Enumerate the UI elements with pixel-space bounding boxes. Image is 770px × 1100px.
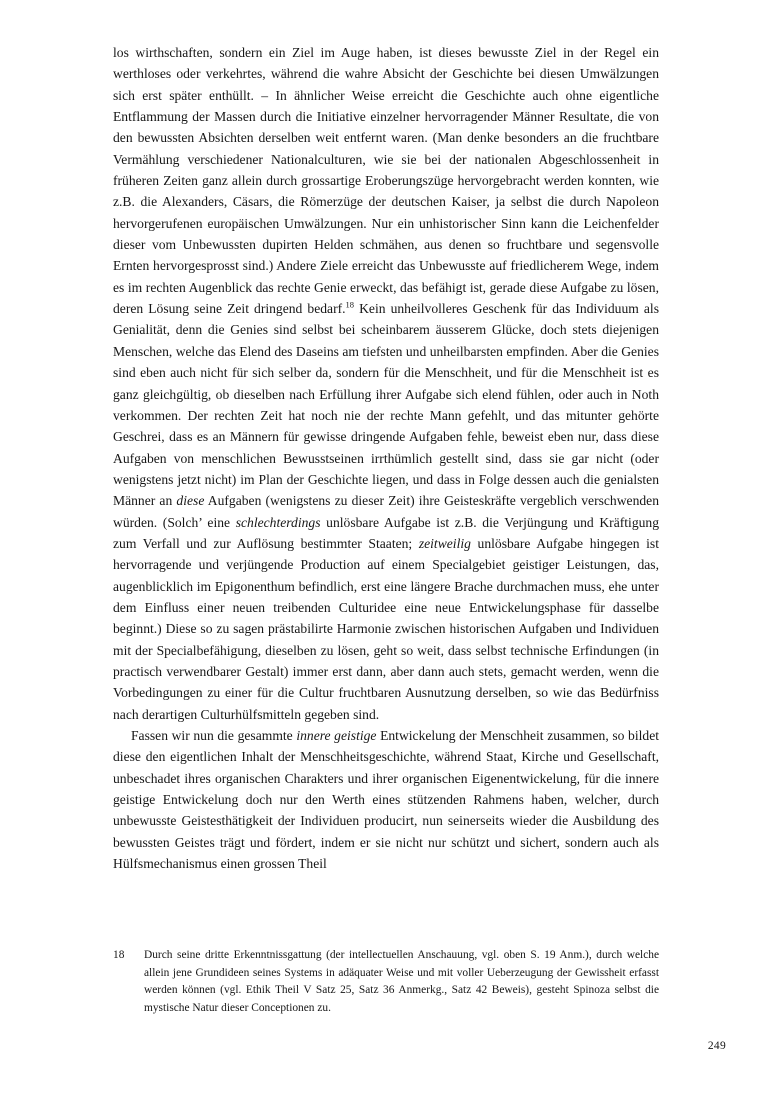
page-number: 249: [707, 1040, 726, 1052]
main-text-block: [113, 42, 659, 874]
text-run: Durch seine dritte Erkenntnissgattung (der intellectuellen Anschauung, vgl. oben S. 19 Anm.), durch welche allein jene Grundideen seines Systems in adäquater Weise und mit voller Ueberzeugung der Gewissheit erfasst werden können (vgl. Ethik Theil V Satz 25, Satz 36 Anmerkg., Satz 42 Beweis), gesteht Spinoza selbst die mystische Natur dieser Conceptionen zu.: [144, 949, 659, 1014]
text-run: Entwickelung der Menschheit zusammen, so bildet diese den eigentlichen Inhalt der Menschheitsgeschichte, während Staat, Kirche und Gesellschaft, unbeschadet ihres organischen Charakters und ihrer organischen Eigenentwickelung, für die innere geistige Entwickelung doch nur den Werth eines stützenden Rahmens haben, welcher, durch unbewusste Geistesthätigkeit der Individuen producirt, nun seinerseits wieder die Ausbildung des bewussten Geistes trägt und fördert, indem er sie nicht nur schützt und sichert, sondern auch als Hülfsmechanismus einen grossen Theil: [113, 728, 660, 872]
emphasized-text: innere geistige: [296, 728, 377, 743]
text-run: unlösbare Aufgabe hingegen ist hervorragende und verjüngende Production auf einem Specialgebiet geistiger Leistungen, das, augenblicklich im Epigonenthum befindlich, erst eine längere Brache durchmachen muss, ehe unter dem Einfluss einer neuen treibenden Culturidee eine neue Entwickelungsphase für dasselbe beginnt.) Diese so zu sagen prästabilirte Harmonie zwischen historischen Aufgaben und Individuen mit der Specialbefähigung, dieselben zu lösen, geht so weit, dass selbst technische Erfindungen (in practisch verwendbarer Gestalt) immer erst dann, aber dann auch stets, gemacht werden, wenn die Vorbedingungen zu einer für die Cultur fruchtbaren Ausnutzung derselben, so wie das Bedürfniss nach derartigen Culturhülfsmitteln gegeben sind.: [113, 535, 659, 722]
text-run: Fassen wir nun die gesammte: [131, 728, 297, 743]
footnote-reference: 18: [345, 299, 355, 310]
body-paragraph-2: [113, 725, 659, 874]
text-run: Kein unheilvolleres Geschenk für das Individuum als Genialität, denn die Genies sind selbst bei scheinbarem äusserem Glücke, doch stets diejenigen Menschen, welche das Elend des Daseins am tiefsten und unheilbarsten empfinden. Aber die Genies sind eben auch nicht für sich selber da, sondern für die Menschheit, und für die Menschheit ist es ganz gleichgültig, ob dieselben nach Erfüllung ihrer Aufgabe sich elend fühlen, oder auch in Noth verkommen. Der rechten Zeit hat noch nie der rechte Mann gefehlt, und das mitunter gehörte Geschrei, dass es an Männern für gewisse dringende Aufgaben fehle, beweist eben nur, dass diese Aufgaben von menschlichen Bewusstseinen irrthümlich gestellt sind, dass sie gar nicht (oder wenigstens jetzt nicht) im Plan der Geschichte liegen, und dass in Folge dessen auch die genialsten Männer an: [113, 301, 659, 509]
body-paragraph-1: [113, 42, 659, 725]
footnote-text: [144, 947, 659, 1017]
text-run: Aufgaben (wenigstens zu dieser Zeit) ihre Geisteskräfte vergeblich verschwenden würden. (Solch’ eine: [113, 493, 659, 530]
text-run: unlösbare Aufgabe ist z.B. die Verjüngung und Kräftigung zum Verfall und zur Auflösung bestimmter Staaten;: [113, 514, 660, 551]
footnote: [113, 947, 659, 1017]
footnote-number: 18: [113, 949, 125, 961]
emphasized-text: zeitweilig: [418, 535, 471, 551]
emphasized-text: diese: [176, 493, 205, 509]
emphasized-text: schlechterdings: [235, 514, 321, 530]
text-run: los wirthschaften, sondern ein Ziel im Auge haben, ist dieses bewusste Ziel in der Regel ein werthloses oder verkehrtes, während die wahre Absicht der Geschichte bei diesen Umwälzungen sich erst später enthüllt. – In ähnlicher Weise erreicht die Geschichte auch ohne eigentliche Entflammung der Massen durch die Initiative einzelner hervorragender Männer Resultate, die von den bewussten Absichten derselben weit entfernt waren. (Man denke besonders an die fruchtbare Vermählung verschiedener Nationalculturen, wie sie bei der nationalen Abgeschlossenheit in früheren Zeiten ganz allein durch grossartige Eroberungszüge hervorgebracht werden konnten, wie z.B. die Alexanders, Cäsars, die Römerzüge der deutschen Kaiser, ja selbst die durch Napoleon hervorgerufenen europäischen Umwälzungen. Nur ein unhistorischer Sinn kann die Leichenfelder dieser vom Unbewussten dupirten Helden schmähen, aus denen so fruchtbare und segensvolle Ernten hervorgesprosst sind.) Andere Ziele erreicht das Unbewusste auf friedlicherem Wege, indem es im rechten Augenblick das rechte Genie erweckt, das befähigt ist, gerade diese Aufgabe zu lösen, deren Lösung seine Zeit dringend bedarf.: [113, 45, 659, 317]
